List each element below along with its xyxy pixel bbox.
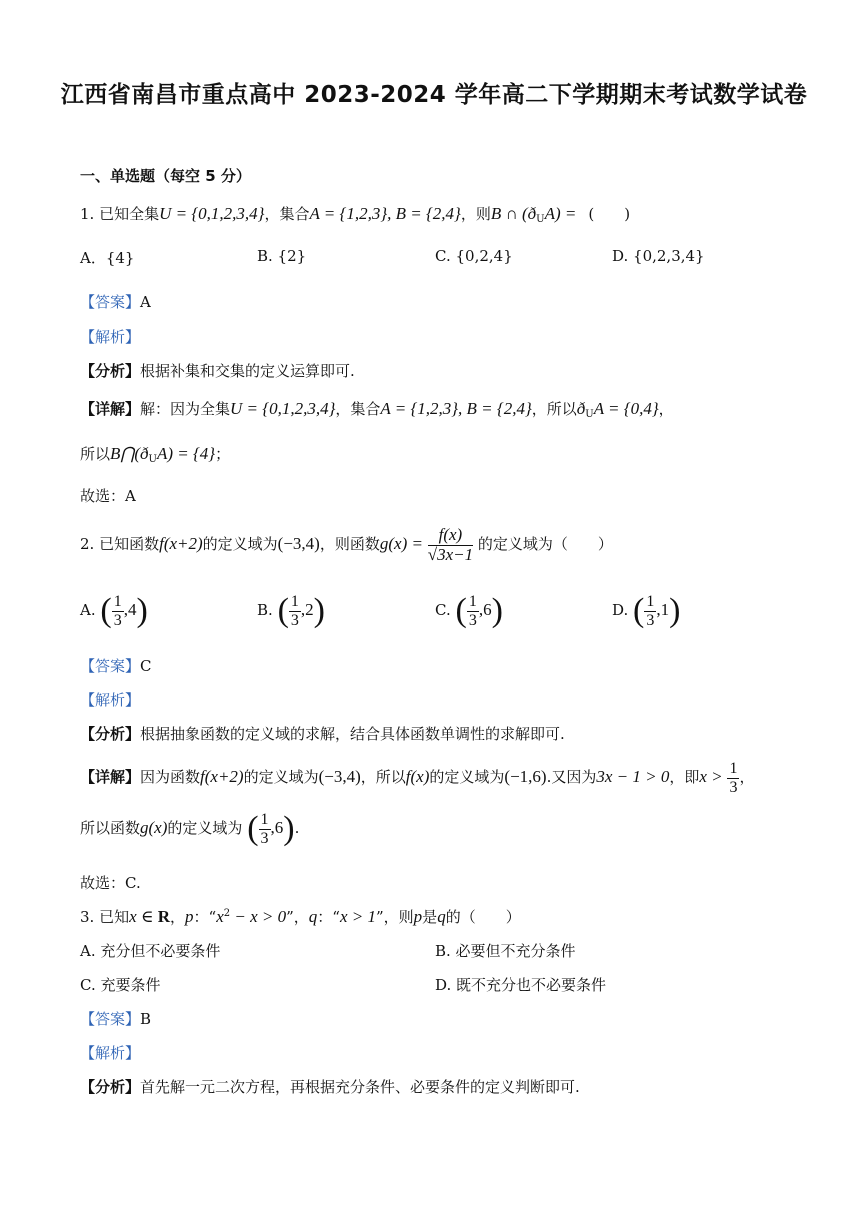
q3-analysis-label: 【解析】 [80,1044,141,1062]
q1-option-c: C. {0,2,4} [435,247,513,265]
q3-option-b: B. 必要但不充分条件 [435,942,576,960]
q1-detail-line2: 所以$B⋂(ð_UA) = \{4\}$； [80,444,231,465]
q2-detail-line1: 【详解】因为函数f(x+2)的定义域为(−3,4)，所以f(x)的定义域为(−1,6).又因为3x − 1 > 0，即x > $\frac{1}{3}$ ， [80,760,755,796]
q2-answer: 【答案】C [80,657,152,675]
q2-analysis-label: 【解析】 [80,691,141,709]
q2-option-d: D. ( $\frac{1}{3}$ ,1) [612,592,681,629]
q2-choose: 故选：C. [80,874,141,892]
q2-fraction: $\frac{f(x)}{√3x-1}$ [427,525,474,564]
section-heading: 一、单选题（每空 5 分） [80,167,251,185]
q1-option-b: B. {2} [257,247,307,265]
q1-option-d: D. {0,2,3,4} [612,247,705,265]
page-title: 江西省南昌市重点高中 2023-2024 学年高二下学期期末考试数学试卷 [60,82,808,108]
q1-choose: 故选：A [80,487,136,505]
q3-option-a: A. 充分但不必要条件 [80,942,221,960]
q1-answer: 【答案】A [80,293,151,311]
q3-option-c: C. 充要条件 [80,976,161,994]
q2-fenxi: 【分析】根据抽象函数的定义域的求解，结合具体函数单调性的求解即可. [80,725,565,743]
q3-fenxi: 【分析】首先解一元二次方程，再根据充分条件、必要条件的定义判断即可. [80,1078,580,1096]
question-3-stem: 3. 已知x ∈ R，p：“$x^2 - x > 0$”，q：“x > 1”，则p是q的（ ） [80,907,521,926]
q1-detail-line1: 【详解】解：因为全集U = {0,1,2,3,4}，集合A = {1,2,3}, B = {2,4}，所以$ð_UA = \{0,4\}$， [80,399,674,420]
q2-detail-line2: 所以函数g(x)的定义域为 ( $\frac{1}{3}$ ,6). [80,810,300,847]
question-1-stem: 1. 已知全集U = {0,1,2,3,4}，集合A = {1,2,3}, B = {2,4}，则B ∩ $(ð_UA)$ = ( ) [80,204,631,225]
q3-option-d: D. 既不充分也不必要条件 [435,976,607,994]
q2-option-b: B. ( $\frac{1}{3}$ ,2) [257,592,325,629]
q1-option-a: A．{4} [80,249,135,267]
q2-option-a: A. ( $\frac{1}{3}$ ,4) [80,592,148,629]
q1-analysis-label: 【解析】 [80,328,141,346]
q1-fenxi: 【分析】根据补集和交集的定义运算即可. [80,362,355,380]
q3-answer: 【答案】B [80,1010,152,1028]
question-2-stem: 2. 已知函数f(x+2)的定义域为(−3,4)，则函数g(x) = $\frac{f(x)}{√3x-1}$ 的定义域为（ ） [80,525,613,564]
q2-option-c: C. ( $\frac{1}{3}$ ,6) [435,592,503,629]
